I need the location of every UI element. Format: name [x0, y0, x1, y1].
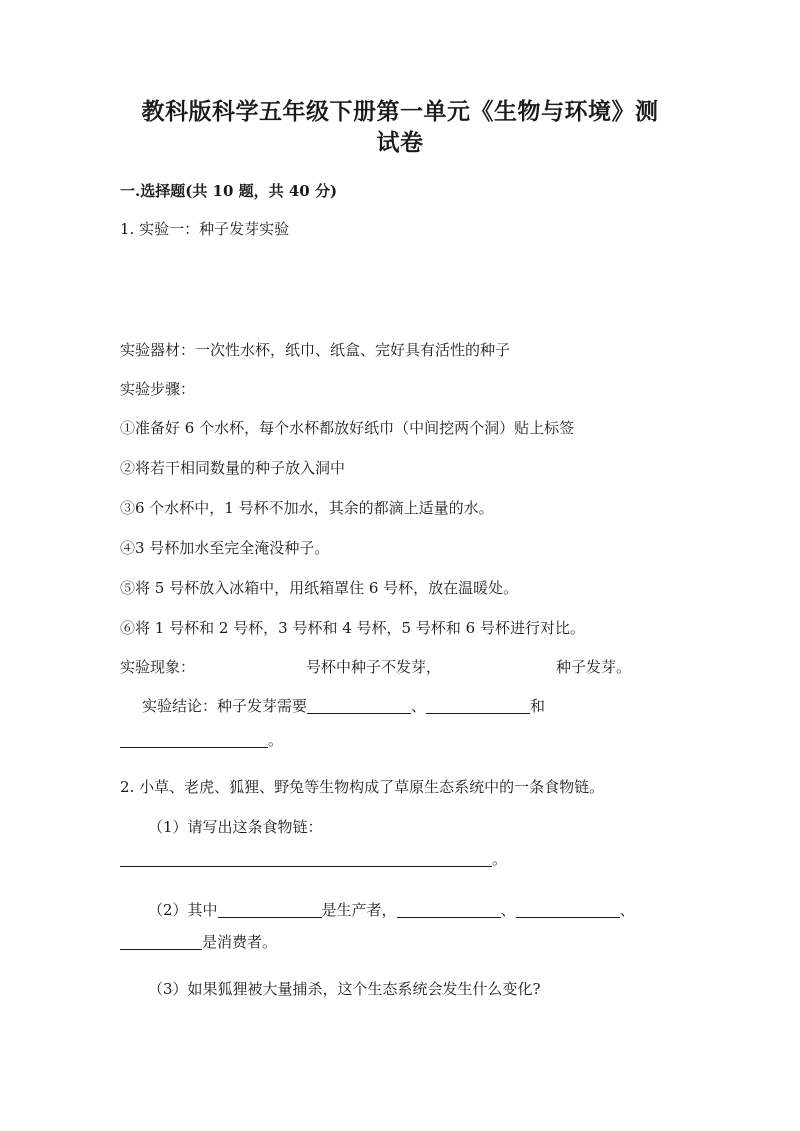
q2-food-chain-blank[interactable]	[120, 850, 492, 867]
q1-step-3: ③6 个水杯中，1 号杯不加水，其余的都滴上适量的水。	[120, 499, 494, 517]
q2-sub-2-line-2	[120, 932, 277, 952]
q1-steps-label: 实验步骤：	[120, 380, 196, 398]
q2-sub-1-end: 。	[492, 850, 508, 868]
q2-consumer-blank-1[interactable]	[397, 901, 501, 918]
q2-sub-1: （1）请写出这条食物链：	[148, 818, 323, 836]
q1-phenomenon-mid: 号杯中种子不发芽，	[306, 658, 442, 676]
q1-step-4: ④3 号杯加水至完全淹没种子。	[120, 539, 330, 557]
title-line-2: 试卷	[376, 129, 424, 156]
q2-sub-2-sep-1: 、	[500, 901, 516, 919]
q2-sub-2-end: 是消费者。	[202, 933, 278, 951]
q1-step-2: ②将若干相同数量的种子放入洞中	[120, 459, 346, 477]
q2-sub-2-producer: 是生产者，	[321, 901, 397, 919]
q2-sub-1-answer-line	[120, 849, 507, 869]
q1-conclusion-blank-1[interactable]	[307, 697, 411, 714]
q1-conclusion-blank-3[interactable]	[120, 731, 268, 748]
q1-step-1: ①准备好 6 个水杯，每个水杯都放好纸巾（中间挖两个洞）贴上标签	[120, 419, 575, 437]
question-1-heading: 1. 实验一：种子发芽实验	[120, 220, 290, 238]
title-line-1: 教科版科学五年级下册第一单元《生物与环境》测	[141, 98, 659, 125]
q1-conclusion-sep-1: 、	[411, 697, 427, 715]
q2-sub-2-sep-2: 、	[619, 901, 635, 919]
q1-step-6: ⑥将 1 号杯和 2 号杯，3 号杯和 4 号杯，5 号杯和 6 号杯进行对比。	[120, 619, 585, 637]
q2-sub-2-line	[148, 900, 635, 920]
q1-conclusion-end: 。	[268, 731, 284, 749]
q1-conclusion-line	[142, 696, 545, 716]
q2-consumer-blank-3[interactable]	[120, 933, 202, 950]
document-title	[120, 96, 680, 158]
q1-phenomenon-label: 实验现象：	[120, 658, 196, 676]
q1-conclusion-blank-2[interactable]	[426, 697, 530, 714]
q1-materials: 实验器材：一次性水杯，纸巾、纸盒、完好具有活性的种子	[120, 341, 511, 359]
q1-conclusion-sep-2: 和	[530, 697, 546, 715]
q1-phenomenon-end: 种子发芽。	[556, 658, 632, 676]
section-heading-choice: 一.选择题(共 10 题，共 40 分)	[120, 182, 338, 200]
q2-sub-3: （3）如果狐狸被大量捕杀，这个生态系统会发生什么变化?	[148, 980, 541, 998]
question-2-heading: 2. 小草、老虎、狐狸、野兔等生物构成了草原生态系统中的一条食物链。	[120, 778, 605, 796]
q2-producer-blank[interactable]	[218, 901, 322, 918]
q2-consumer-blank-2[interactable]	[516, 901, 620, 918]
q2-sub-2-start: （2）其中	[148, 901, 218, 919]
q1-step-5: ⑤将 5 号杯放入冰箱中，用纸箱罩住 6 号杯，放在温暖处。	[120, 579, 519, 597]
q1-conclusion-label: 实验结论：种子发芽需要	[142, 697, 308, 715]
q1-conclusion-line-2	[120, 730, 283, 750]
